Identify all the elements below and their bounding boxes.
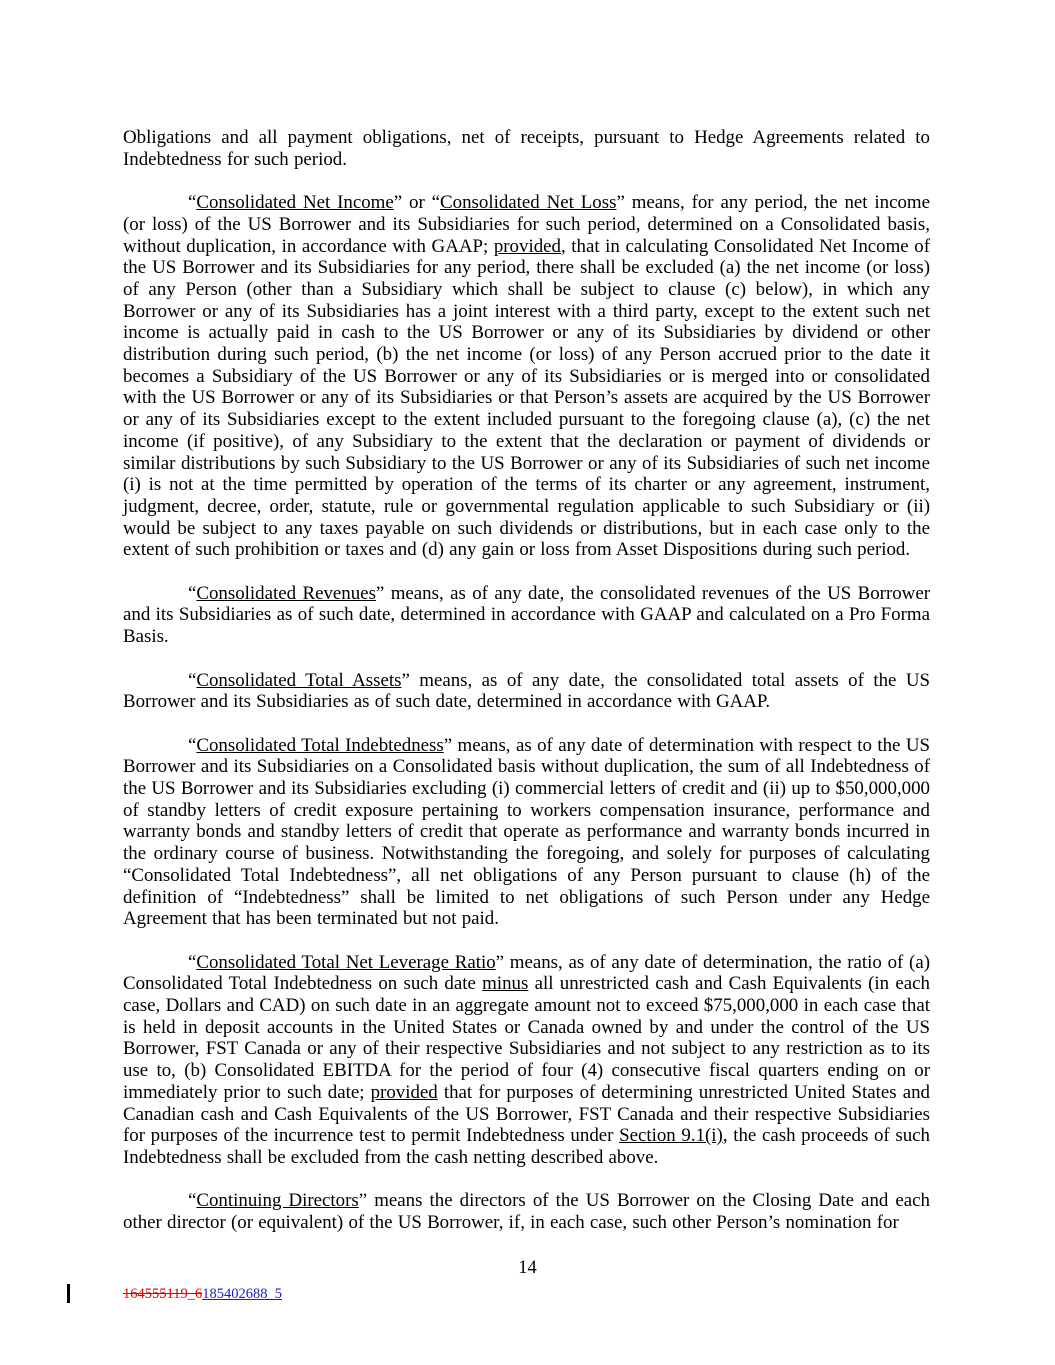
text-run: “	[188, 669, 197, 691]
text-run: “	[188, 192, 197, 214]
text-run: ” means, as of any date of determination with respect to the US Borrower and its Subsidiaries on a Consolidated basis without duplication, the sum of all Indebtedness of the US Borrower and its Subsidiaries excluding (i) commercial letters of credit and (ii) up to $50,000,000 of standby letters of credit exposure pertaining to workers compensation insurance, performance and warranty bonds and standby letters of credit that operate as performance and warranty bonds incurred in the ordinary course of business. Notwithstanding the foregoing, and solely for purposes of calculating “Consolidated Total Indebtedness”, all net obligations of any Person pursuant to clause (h) of the definition of “Indebtedness” shall be limited to net obligations of such Person under any Hedge Agreement that has been terminated but not paid.	[123, 734, 930, 930]
page-number: 14	[518, 1258, 537, 1278]
underlined-term: provided	[370, 1081, 438, 1103]
text-run: that for purposes of determining unrestricted United States and Canadian cash and Cash Equivalents of the US Borrower, FST Canada and their respective Subsidiaries for purposes of the incurrence test to permit Indebtedness under	[123, 1081, 930, 1147]
revision-change-bar	[67, 1284, 70, 1303]
underlined-term: Consolidated Net Loss	[440, 192, 617, 214]
text-run: “	[188, 582, 197, 604]
text-run: “	[188, 1190, 197, 1212]
underlined-term: Consolidated Total Net Leverage Ratio	[196, 951, 496, 973]
para-consolidated-net-income	[123, 192, 930, 561]
underlined-term: Continuing Directors	[196, 1190, 359, 1212]
text-run: ” means, as of any date of determination, the ratio of (a) Consolidated Total Indebtedness on such date	[123, 951, 930, 995]
text-run: , the cash proceeds of such Indebtedness shall be excluded from the cash netting described above.	[123, 1125, 930, 1168]
footer-doc-id	[123, 1286, 282, 1303]
text-run: all unrestricted cash and Cash Equivalents (in each case, Dollars and CAD) on such date in an aggregate amount not to exceed $75,000,000 in each case that is held in deposit accounts in the United States or Canada owned by and under the control of the US Borrower, FST Canada or any of their respective Subsidiaries and not subject to any restriction as to its use to, (b) Consolidated EBITDA for the period of four (4) consecutive fiscal quarters ending on or immediately prior to such date;	[123, 973, 930, 1103]
footer-doc-id-inserted: 185402688_5	[202, 1286, 282, 1302]
para-consolidated-total-assets	[123, 670, 930, 713]
underlined-term: Section 9.1(i)	[619, 1125, 723, 1147]
underlined-term: Consolidated Total Indebtedness	[196, 734, 444, 756]
footer-doc-id-deleted: 164555119_6	[123, 1286, 203, 1302]
document-body	[123, 127, 930, 1255]
para-consolidated-total-indebtedness	[123, 735, 930, 930]
text-run: ” or “	[393, 192, 441, 214]
underlined-term: Consolidated Revenues	[196, 582, 376, 604]
underlined-term: provided	[493, 235, 561, 257]
para-continuing-directors	[123, 1190, 930, 1233]
para-consolidated-total-net-leverage-ratio	[123, 952, 930, 1169]
text-run: “	[188, 734, 197, 756]
underlined-term: Consolidated Net Income	[196, 192, 394, 214]
underlined-term: Consolidated Total Assets	[196, 669, 402, 691]
text-run: ” means the directors of the US Borrower on the Closing Date and each other director (or equivalent) of the US Borrower, if, in each case, such other Person’s nomination for	[123, 1190, 930, 1234]
text-run: Obligations and all payment obligations, net of receipts, pursuant to Hedge Agreements related to Indebtedness for such period.	[123, 127, 930, 170]
underlined-term: minus	[482, 973, 529, 995]
text-run: ” means, as of any date, the consolidated revenues of the US Borrower and its Subsidiaries as of such date, determined in accordance with GAAP and calculated on a Pro Forma Basis.	[123, 582, 930, 648]
para-hedge-obligations-continuation	[123, 127, 930, 170]
text-run: , that in calculating Consolidated Net Income of the US Borrower and its Subsidiaries for any period, there shall be excluded (a) the net income (or loss) of any Person (other than a Subsidiary which shall be subject to clause (c) below), in which any Borrower or any of its Subsidiaries has a joint interest with a third party, except to the extent such net income is actually paid in cash to the US Borrower or any of its Subsidiaries by dividend or other distribution during such period, (b) the net income (or loss) of any Person accrued prior to the date it becomes a Subsidiary of the US Borrower or any of its Subsidiaries or is merged into or consolidated with the US Borrower or any of its Subsidiaries or that Person’s assets are acquired by the US Borrower or any of its Subsidiaries except to the extent included pursuant to the foregoing clause (a), (c) the net income (if positive), of any Subsidiary to the extent that the declaration or payment of dividends or similar distributions by such Subsidiary to the US Borrower or any of its Subsidiaries of such net income (i) is not at the time permitted by operation of the terms of its charter or any agreement, instrument, judgment, decree, order, statute, rule or governmental regulation applicable to such Subsidiary or (ii) would be subject to any taxes payable on such dividends or distributions, but in each case only to the extent of such prohibition or taxes and (d) any gain or loss from Asset Dispositions during such period.	[123, 235, 930, 561]
text-run: ” means, for any period, the net income (or loss) of the US Borrower and its Subsidiaries for such period, determined on a Consolidated basis, without duplication, in accordance with GAAP;	[123, 192, 931, 257]
text-run: ” means, as of any date, the consolidated total assets of the US Borrower and its Subsidiaries as of such date, determined in accordance with GAAP.	[123, 669, 930, 713]
para-consolidated-revenues	[123, 583, 930, 648]
text-run: “	[188, 951, 197, 973]
